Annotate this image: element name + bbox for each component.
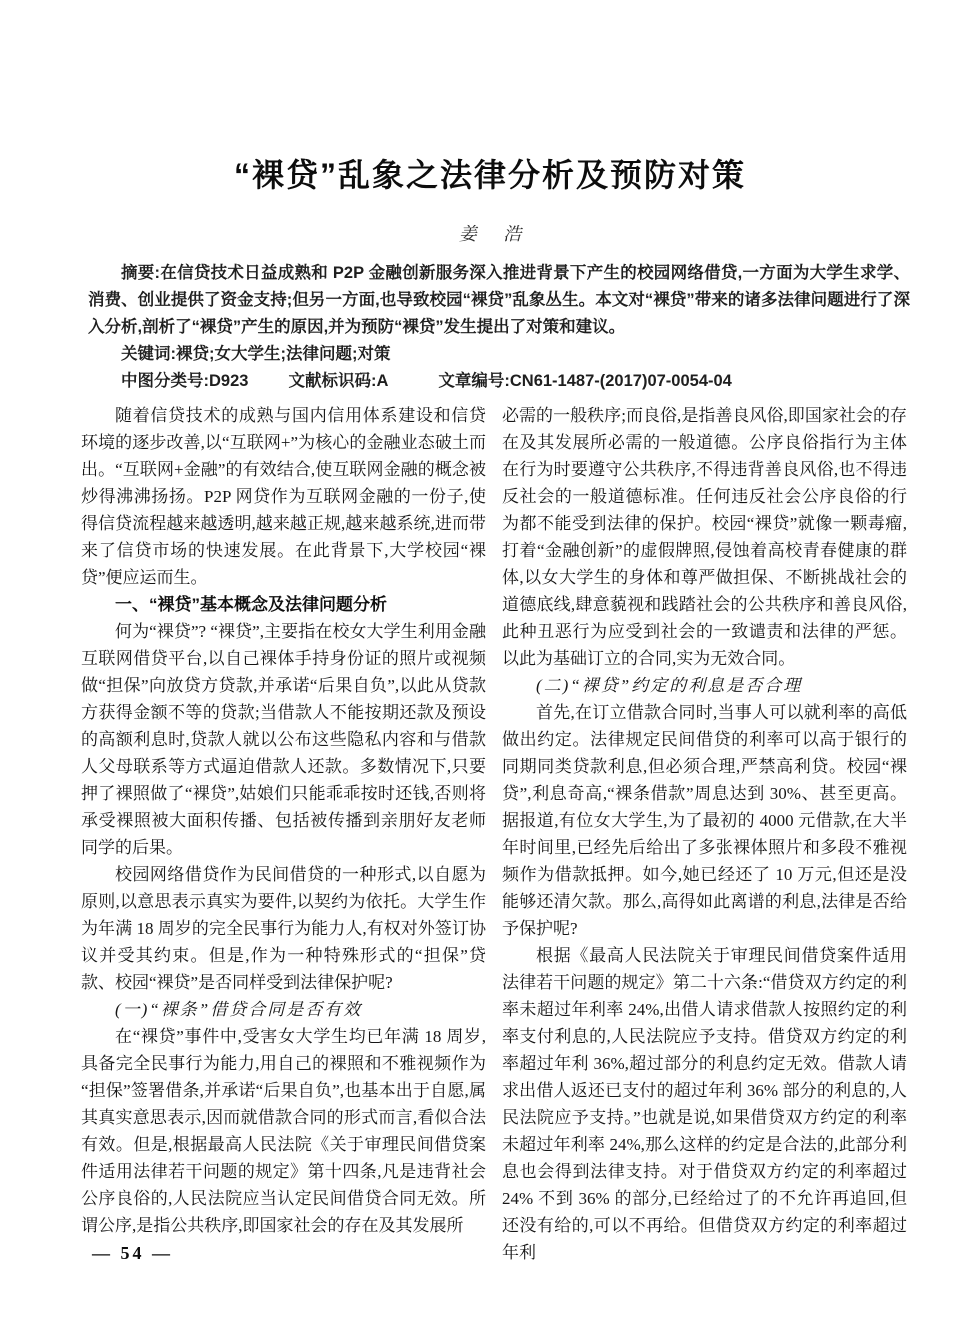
paragraph: 随着信贷技术的成熟与国内信用体系建设和信贷环境的逐步改善,以“互联网+”为核心的金融业态破土而出。“互联网+金融”的有效结合,使互联网金融的概念被炒得沸沸扬扬。P2P 网贷作为互联网金融的一份子,使得信贷流程越来越透明,越来越正规,越来越系统,进而带来了信贷市场的快速发展。在此背景下,大学校园“裸贷”便应运而生。 [81, 406, 486, 587]
keywords-text: 裸贷;女大学生;法律问题;对策 [176, 345, 391, 363]
body-columns [81, 402, 907, 1266]
page-number: — 54 — [92, 1243, 173, 1263]
clc-label: 中图分类号: [121, 372, 209, 390]
subsection-heading: (一)“裸条”借贷合同是否有效 [115, 1000, 363, 1019]
frontmatter [88, 260, 910, 395]
doc-code-label: 文献标识码: [288, 372, 377, 390]
page-title: “裸贷”乱象之法律分析及预防对策 [233, 157, 746, 193]
column-right [502, 402, 907, 1266]
subsection-heading: (二)“裸贷”约定的利息是否合理 [536, 676, 803, 695]
paragraph: 何为“裸贷”? “裸贷”,主要指在校女大学生利用金融互联网借贷平台,以自己裸体手持身份证的照片或视频做“担保”向放贷方贷款,并承诺“后果自负”,以此从贷款方获得金额不等的贷款;当借款人不能按期还款及预设的高额利息时,贷款人就以公布这些隐私内容和与借款人父母联系等方式逼迫借款人还款。多数情况下,只要押了裸照做了“裸贷”,姑娘们只能乖乖按时还钱,否则将承受裸照被大面积传播、包括被传播到亲朋好友老师同学的后果。 [81, 622, 486, 857]
abstract [88, 260, 910, 341]
doc-code-value: A [376, 372, 389, 390]
keywords [88, 341, 910, 368]
clc-number [121, 372, 248, 390]
keywords-label: 关键词: [121, 345, 176, 363]
meta-line [88, 368, 910, 395]
paragraph: 校园网络借贷作为民间借贷的一种形式,以自愿为原则,以意思表示真实为要件,以契约为依托。大学生作为年满 18 周岁的完全民事行为能力人,有权对外签订协议并受其约束。但是,作为一种特殊形式的“担保”贷款、校园“裸贷”是否同样受到法律保护呢? [81, 865, 486, 992]
paragraph: 在“裸贷”事件中,受害女大学生均已年满 18 周岁,具备完全民事行为能力,用自己的裸照和不雅视频作为“担保”签署借条,并承诺“后果自负”,也基本出于自愿,属其真实意思表示,因而就借款合同的形式而言,看似合法有效。但是,根据最高人民法院《关于审理民间借贷案件适用法律若干问题的规定》第十四条,凡是违背社会公序良俗的,人民法院应当认定民间借贷合同无效。所谓公序,是指公共秩序,即国家社会的存在及其发展所 [81, 1027, 486, 1235]
abstract-label: 摘要: [121, 264, 161, 282]
clc-value: D923 [209, 372, 249, 390]
article-no-value: CN61-1487-(2017)07-0054-04 [509, 372, 732, 390]
article-no-label: 文章编号: [438, 372, 510, 390]
paragraph: 根据《最高人民法院关于审理民间借贷案件适用法律若干问题的规定》第二十六条:“借贷双方约定的利率未超过年利率 24%,出借人请求借款人按照约定的利率支付利息的,人民法院应予支持。借贷双方约定的利率超过年利 36%,超过部分的利息约定无效。借款人请求出借人返还已支付的超过年利 36% 部分的利息的,人民法院应予支持。”也就是说,如果借贷双方约定的利率未超过年利率 24%,那么这样的约定是合法的,此部分利息也会得到法律支持。对于借贷双方约定的利率超过 24% 不到 36% 的部分,已经给过了的不允许再追回,但还没有给的,可以不再给。但借贷双方约定的利率超过年利 [502, 946, 907, 1262]
document-code [288, 372, 388, 390]
article-id [438, 372, 731, 390]
author-name: 姜 浩 [458, 224, 522, 244]
abstract-text: 在信贷技术日益成熟和 P2P 金融创新服务深入推进背景下产生的校园网络借贷,一方面为大学生求学、消费、创业提供了资金支持;但另一方面,也导致校园“裸贷”乱象丛生。本文对“裸贷”带来的诸多法律问题进行了深入分析,剖析了“裸贷”产生的原因,并为预防“裸贷”发生提出了对策和建议。 [88, 264, 910, 336]
paragraph: 必需的一般秩序;而良俗,是指善良风俗,即国家社会的存在及其发展所必需的一般道德。公序良俗指行为主体在行为时要遵守公共秩序,不得违背善良风俗,也不得违反社会的一般道德标准。任何违反社会公序良俗的行为都不能受到法律的保护。校园“裸贷”就像一颗毒瘤,打着“金融创新”的虚假牌照,侵蚀着高校青春健康的群体,以女大学生的身体和尊严做担保、不断挑战社会的道德底线,肆意藐视和践踏社会的公共秩序和善良风俗,此种丑恶行为应受到社会的一致谴责和法律的严惩。以此为基础订立的合同,实为无效合同。 [502, 406, 907, 668]
paragraph: 首先,在订立借款合同时,当事人可以就利率的高低做出约定。法律规定民间借贷的利率可以高于银行的同期同类贷款利息,但必须合理,严禁高利贷。校园“裸贷”,利息奇高,“裸条借款”周息达到 30%、甚至更高。据报道,有位女大学生,为了最初的 4000 元借款,在大半年时间里,已经先后给出了多张裸体照片和多段不雅视频作为借款抵押。如今,她已经还了 10 万元,但还是没能够还清欠款。那么,高得如此离谱的利息,法律是否给予保护呢? [502, 703, 907, 938]
page-footer [92, 1243, 173, 1264]
column-left [81, 402, 486, 1266]
section-heading: 一、“裸贷”基本概念及法律问题分析 [115, 595, 387, 614]
